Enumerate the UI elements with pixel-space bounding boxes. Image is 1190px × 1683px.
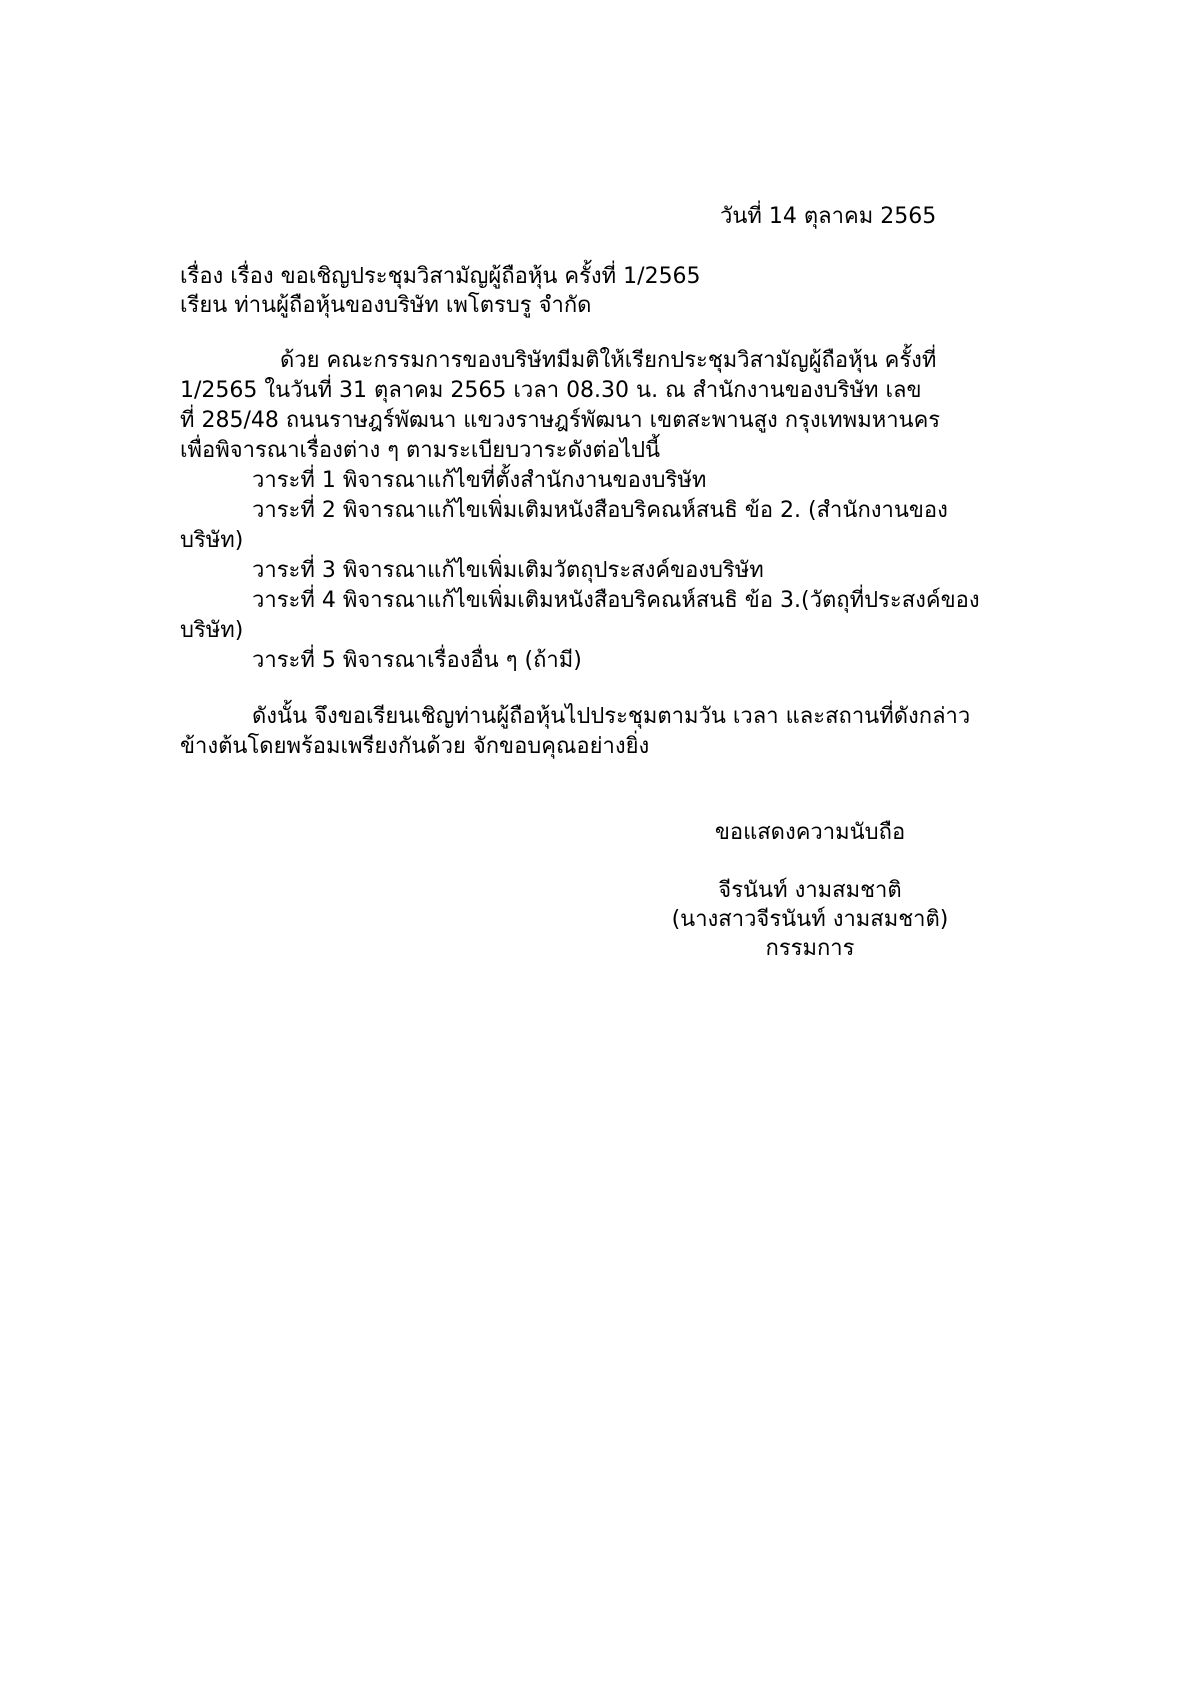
intro-line: ที่ 285/48 ถนนราษฎร์พัฒนา แขวงราษฎร์พัฒนา เขตสะพานสูง กรุงเทพมหานคร bbox=[180, 408, 941, 433]
agenda-item-4-continued: บริษัท) bbox=[180, 618, 244, 643]
agenda-item-3: วาระที่ 3 พิจารณาแก้ไขเพิ่มเติมวัตถุประสงค์ของบริษัท bbox=[252, 558, 764, 583]
agenda-item-2-continued: บริษัท) bbox=[180, 528, 244, 553]
intro-line: เพื่อพิจารณาเรื่องต่าง ๆ ตามระเบียบวาระดังต่อไปนี้ bbox=[180, 438, 661, 463]
signature-regards: ขอแสดงความนับถือ bbox=[714, 820, 906, 845]
letter-body bbox=[180, 346, 1020, 676]
letter-subject: เรื่อง เรื่อง ขอเชิญประชุมวิสามัญผู้ถือหุ้น ครั้งที่ 1/2565 bbox=[180, 264, 701, 289]
letter-recipient: เรียน ท่านผู้ถือหุ้นของบริษัท เพโตรบรู จำกัด bbox=[180, 293, 592, 318]
signature-name: จีรนันท์ งามสมชาติ bbox=[718, 878, 902, 903]
signature-full-name: (นางสาวจีรนันท์ งามสมชาติ) bbox=[671, 907, 949, 932]
agenda-item-1: วาระที่ 1 พิจารณาแก้ไขที่ตั้งสำนักงานของบริษัท bbox=[252, 468, 707, 493]
agenda-item-5: วาระที่ 5 พิจารณาเรื่องอื่น ๆ (ถ้ามี) bbox=[252, 648, 582, 673]
intro-line: 1/2565 ในวันที่ 31 ตุลาคม 2565 เวลา 08.30 น. ณ สำนักงานของบริษัท เลข bbox=[180, 378, 922, 403]
intro-line: ด้วย คณะกรรมการของบริษัทมีมติให้เรียกประชุมวิสามัญผู้ถือหุ้น ครั้งที่ bbox=[280, 348, 937, 373]
closing-line: ดังนั้น จึงขอเรียนเชิญท่านผู้ถือหุ้นไปประชุมตามวัน เวลา และสถานที่ดังกล่าว bbox=[252, 704, 971, 729]
letter-closing bbox=[180, 702, 1020, 762]
agenda-item-4: วาระที่ 4 พิจารณาแก้ไขเพิ่มเติมหนังสือบริคณห์สนธิ ข้อ 3.(วัตถุที่ประสงค์ของ bbox=[252, 588, 980, 613]
signature-position: กรรมการ bbox=[765, 936, 855, 961]
closing-line: ข้างต้นโดยพร้อมเพรียงกันด้วย จักขอบคุณอย่างยิ่ง bbox=[180, 734, 650, 759]
letter-date: วันที่ 14 ตุลาคม 2565 bbox=[720, 204, 937, 229]
agenda-item-2: วาระที่ 2 พิจารณาแก้ไขเพิ่มเติมหนังสือบริคณห์สนธิ ข้อ 2. (สำนักงานของ bbox=[252, 498, 948, 523]
